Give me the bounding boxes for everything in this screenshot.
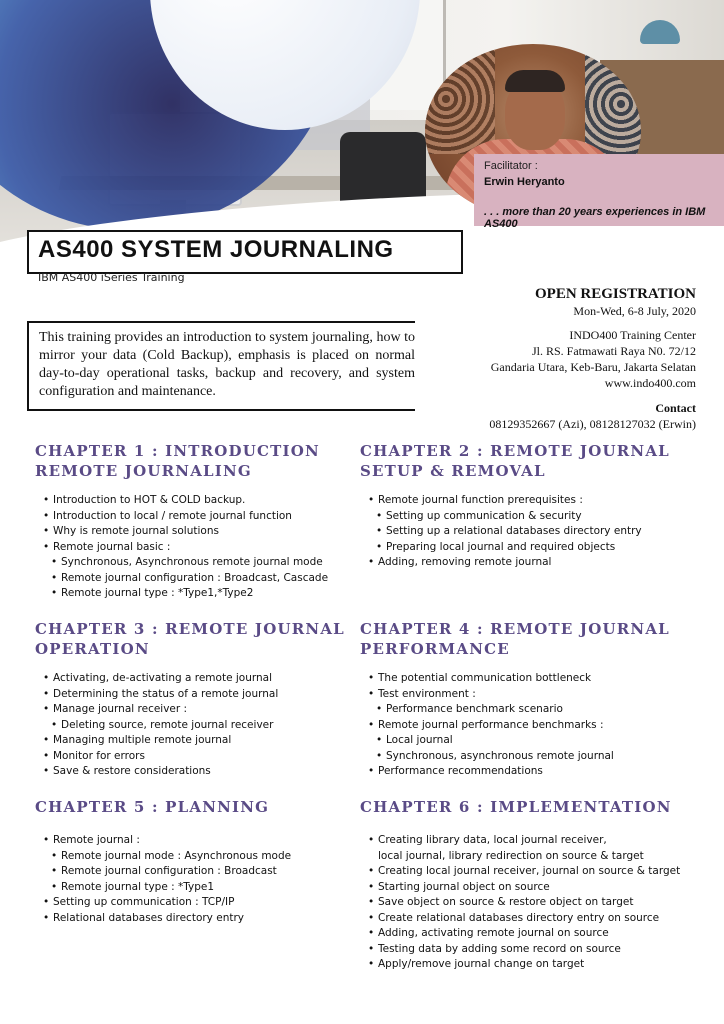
list-item: • Adding, removing remote journal — [368, 555, 690, 571]
list-item: • Performance recommendations — [368, 764, 690, 780]
list-item: • Relational databases directory entry — [43, 911, 365, 927]
chapter-5 — [35, 797, 365, 926]
list-item: • Save object on source & restore object on target — [368, 895, 690, 911]
chapter-title-line-1: CHAPTER 2 : REMOTE JOURNAL — [360, 442, 670, 460]
list-item: • Determining the status of a remote journal — [43, 687, 365, 703]
list-item: • Remote journal : — [43, 833, 365, 849]
list-item: • Save & restore considerations — [43, 764, 365, 780]
page-subtitle: IBM AS400 iSeries Training — [38, 271, 185, 284]
chapter-1 — [35, 441, 365, 602]
chapter-topic-list — [43, 833, 365, 926]
list-item: • Introduction to local / remote journal function — [43, 509, 365, 525]
page-title: AS400 SYSTEM JOURNALING — [38, 236, 394, 263]
list-item: • Remote journal basic : — [43, 540, 365, 556]
list-item: • Remote journal type : *Type1 — [51, 880, 365, 896]
contact-phones: 08129352667 (Azi), 08128127032 (Erwin) — [489, 417, 696, 431]
list-item: • Remote journal function prerequisites : — [368, 493, 690, 509]
list-item: • Remote journal performance benchmarks : — [368, 718, 690, 734]
registration-info — [491, 286, 696, 391]
chapter-topic-list — [368, 493, 690, 571]
venue-address-line-1: Jl. RS. Fatmawati Raya N0. 72/12 — [532, 344, 696, 358]
facilitator-name: Erwin Heryanto — [484, 176, 565, 188]
facilitator-hair — [505, 70, 565, 92]
list-item: • Creating library data, local journal receiver, — [368, 833, 690, 849]
facilitator-label: Facilitator : — [484, 160, 538, 172]
list-item: • Remote journal configuration : Broadcast — [51, 864, 365, 880]
list-item: • Deleting source, remote journal receiver — [51, 718, 365, 734]
list-item: • Apply/remove journal change on target — [368, 957, 690, 973]
list-item: • Local journal — [376, 733, 690, 749]
list-item: • Remote journal mode : Asynchronous mode — [51, 849, 365, 865]
list-item: • The potential communication bottleneck — [368, 671, 690, 687]
venue-address-line-2: Gandaria Utara, Keb-Baru, Jakarta Selatan — [490, 360, 696, 374]
venue-name: INDO400 Training Center — [569, 328, 696, 342]
list-item: • Manage journal receiver : — [43, 702, 365, 718]
intro-paragraph: This training provides an introduction to system journaling, how to mirror your data (Cold Backup), emphasis is placed on normal day-to-day operational tasks, backup and recovery, and system configuration and maintenance. — [27, 321, 415, 411]
list-item: • Testing data by adding some record on source — [368, 942, 690, 958]
registration-heading: OPEN REGISTRATION — [534, 286, 696, 302]
list-item: • Setting up a relational databases directory entry — [376, 524, 690, 540]
list-item: • Synchronous, asynchronous remote journal — [376, 749, 690, 765]
list-item: • Creating local journal receiver, journal on source & target — [368, 864, 690, 880]
list-item: • Performance benchmark scenario — [376, 702, 690, 718]
list-item: • Create relational databases directory entry on source — [368, 911, 690, 927]
list-item: • Remote journal configuration : Broadcast, Cascade — [51, 571, 365, 587]
contact-heading: Contact — [655, 401, 696, 415]
list-item: • Test environment : — [368, 687, 690, 703]
list-item: • Monitor for errors — [43, 749, 365, 765]
chapter-topic-list — [368, 671, 690, 780]
batik-backdrop-right — [585, 54, 641, 154]
chapter-title-line-2: SETUP & REMOVAL — [360, 462, 546, 480]
chapter-title-line-2: OPERATION — [35, 640, 150, 658]
list-item: local journal, library redirection on source & target — [378, 849, 644, 862]
list-item: • Preparing local journal and required objects — [376, 540, 690, 556]
chapter-topic-list — [43, 671, 365, 780]
list-item: • Setting up communication : TCP/IP — [43, 895, 365, 911]
list-item: • Synchronous, Asynchronous remote journal mode — [51, 555, 365, 571]
chapter-title-line-1: CHAPTER 1 : INTRODUCTION — [35, 442, 320, 460]
list-item: • Setting up communication & security — [376, 509, 690, 525]
chapter-4 — [360, 619, 690, 780]
list-item: • Starting journal object on source — [368, 880, 690, 896]
list-item: • Why is remote journal solutions — [43, 524, 365, 540]
website: www.indo400.com — [604, 376, 696, 390]
list-item: • Remote journal type : *Type1,*Type2 — [51, 586, 365, 602]
chapter-title-line-1: CHAPTER 6 : IMPLEMENTATION — [360, 798, 672, 816]
chapter-title-line-1: CHAPTER 3 : REMOTE JOURNAL — [35, 620, 345, 638]
chapter-topic-list — [43, 493, 365, 602]
list-item: • Introduction to HOT & COLD backup. — [43, 493, 365, 509]
list-item: • Activating, de-activating a remote journal — [43, 671, 365, 687]
chapter-title-line-1: CHAPTER 4 : REMOTE JOURNAL — [360, 620, 670, 638]
chapter-title-line-1: CHAPTER 5 : PLANNING — [35, 798, 270, 816]
chapter-3 — [35, 619, 365, 780]
chapter-title-line-2: PERFORMANCE — [360, 640, 510, 658]
batik-backdrop-left — [425, 44, 495, 154]
chapter-topic-list — [368, 833, 690, 973]
registration-date: Mon-Wed, 6-8 July, 2020 — [573, 304, 696, 318]
list-item: • Managing multiple remote journal — [43, 733, 365, 749]
facilitator-experience: . . . more than 20 years experiences in IBM AS400 — [484, 206, 706, 230]
chapter-2 — [360, 441, 690, 571]
chapter-title-line-2: REMOTE JOURNALING — [35, 462, 252, 480]
list-item: • Adding, activating remote journal on source — [368, 926, 690, 942]
chapter-6 — [360, 797, 690, 973]
